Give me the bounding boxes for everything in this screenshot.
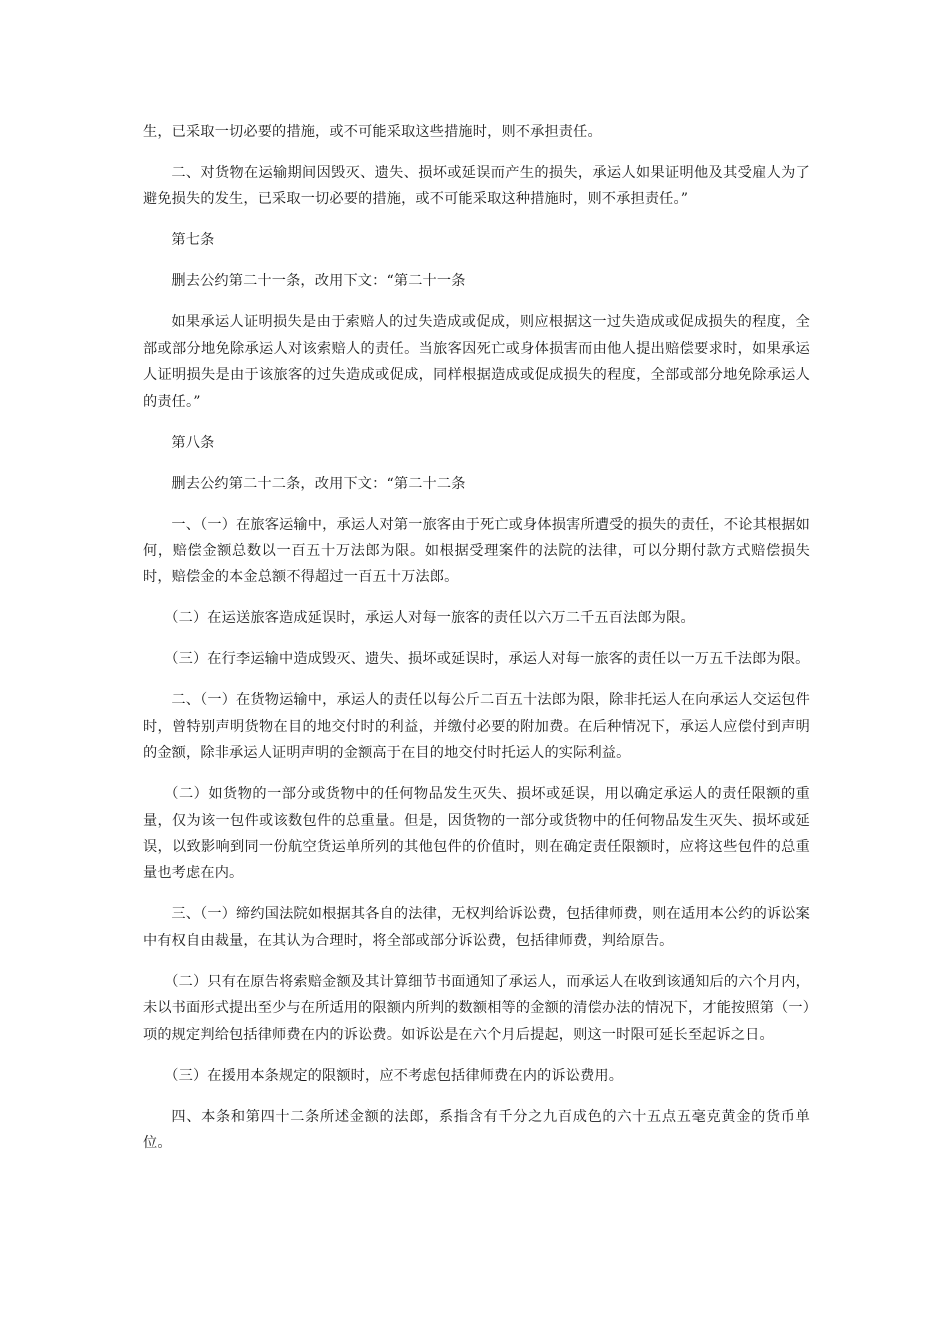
paragraph-clause: 三、（一）缔约国法院如根据其各自的法律，无权判给诉讼费，包括律师费，则在适用本公约的诉讼案中有权自由裁量，在其认为合理时，将全部或部分诉讼费，包括律师费，判给原告。	[143, 906, 810, 949]
document-page	[143, 119, 810, 1171]
paragraph-clause: 一、（一）在旅客运输中，承运人对第一旅客由于死亡或身体损害所遭受的损失的责任，不论其根据如何，赔偿金额总数以一百五十万法郎为限。如根据受理案件的法院的法律，可以分期付款方式赔偿损失时，赔偿金的本金总额不得超过一百五十万法郎。	[143, 516, 810, 586]
article-heading: 第七条	[171, 232, 215, 249]
paragraph-clause: 二、对货物在运输期间因毁灭、遗失、损坏或延误而产生的损失，承运人如果证明他及其受雇人为了避免损失的发生，已采取一切必要的措施，或不可能采取这种措施时，则不承担责任。”	[143, 165, 810, 208]
paragraph-clause: （二）如货物的一部分或货物中的任何物品发生灭失、损坏或延误，用以确定承运人的责任限额的重量，仅为该一包件或该数包件的总重量。但是，因货物的一部分或货物中的任何物品发生灭失、损坏或延误，以致影响到同一份航空货运单所列的其他包件的价值时，则在确定责任限额时，应将这些包件的总重量也考虑在内。	[143, 786, 810, 882]
paragraph-clause: 删去公约第二十一条，改用下文：“第二十一条	[171, 273, 466, 290]
paragraph-clause: （三）在援用本条规定的限额时，应不考虑包括律师费在内的诉讼费用。	[164, 1067, 624, 1084]
paragraph-clause: 四、本条和第四十二条所述金额的法郎，系指含有千分之九百成色的六十五点五毫克黄金的货币单位。	[143, 1108, 810, 1152]
paragraph-clause: 二、（一）在货物运输中，承运人的责任以每公斤二百五十法郎为限，除非托运人在向承运人交运包件时，曾特别声明货物在目的地交付时的利益，并缴付必要的附加费。在后种情况下，承运人应偿付到声明的金额，除非承运人证明声明的金额高于在目的地交付时托运人的实际利益。	[143, 692, 810, 762]
paragraph-clause: 如果承运人证明损失是由于索赔人的过失造成或促成，则应根据这一过失造成或促成损失的程度，全部或部分地免除承运人对该索赔人的责任。当旅客因死亡或身体损害而由他人提出赔偿要求时，如果承运人证明损失是由于该旅客的过失造成或促成，同样根据造成或促成损失的程度，全部或部分地免除承运人的责任。”	[143, 314, 810, 410]
paragraph-clause: （三）在行李运输中造成毁灭、遗失、损坏或延误时，承运人对每一旅客的责任以一万五千法郎为限。	[164, 651, 810, 668]
paragraph-clause: 删去公约第二十二条，改用下文：“第二十二条	[171, 475, 466, 492]
paragraph-clause: （二）只有在原告将索赔金额及其计算细节书面通知了承运人，而承运人在收到该通知后的六个月内，未以书面形式提出至少与在所适用的限额内所判的数额相等的金额的清偿办法的情况下，才能按照第（一）项的规定判给包括律师费在内的诉讼费。如诉讼是在六个月后提起，则这一时限可延长至起诉之日。	[143, 973, 810, 1043]
paragraph-continuation: 生，已采取一切必要的措施，或不可能采取这些措施时，则不承担责任。	[143, 124, 602, 140]
article-heading: 第八条	[171, 434, 215, 451]
paragraph-clause: （二）在运送旅客造成延误时，承运人对每一旅客的责任以六万二千五百法郎为限。	[164, 610, 695, 627]
